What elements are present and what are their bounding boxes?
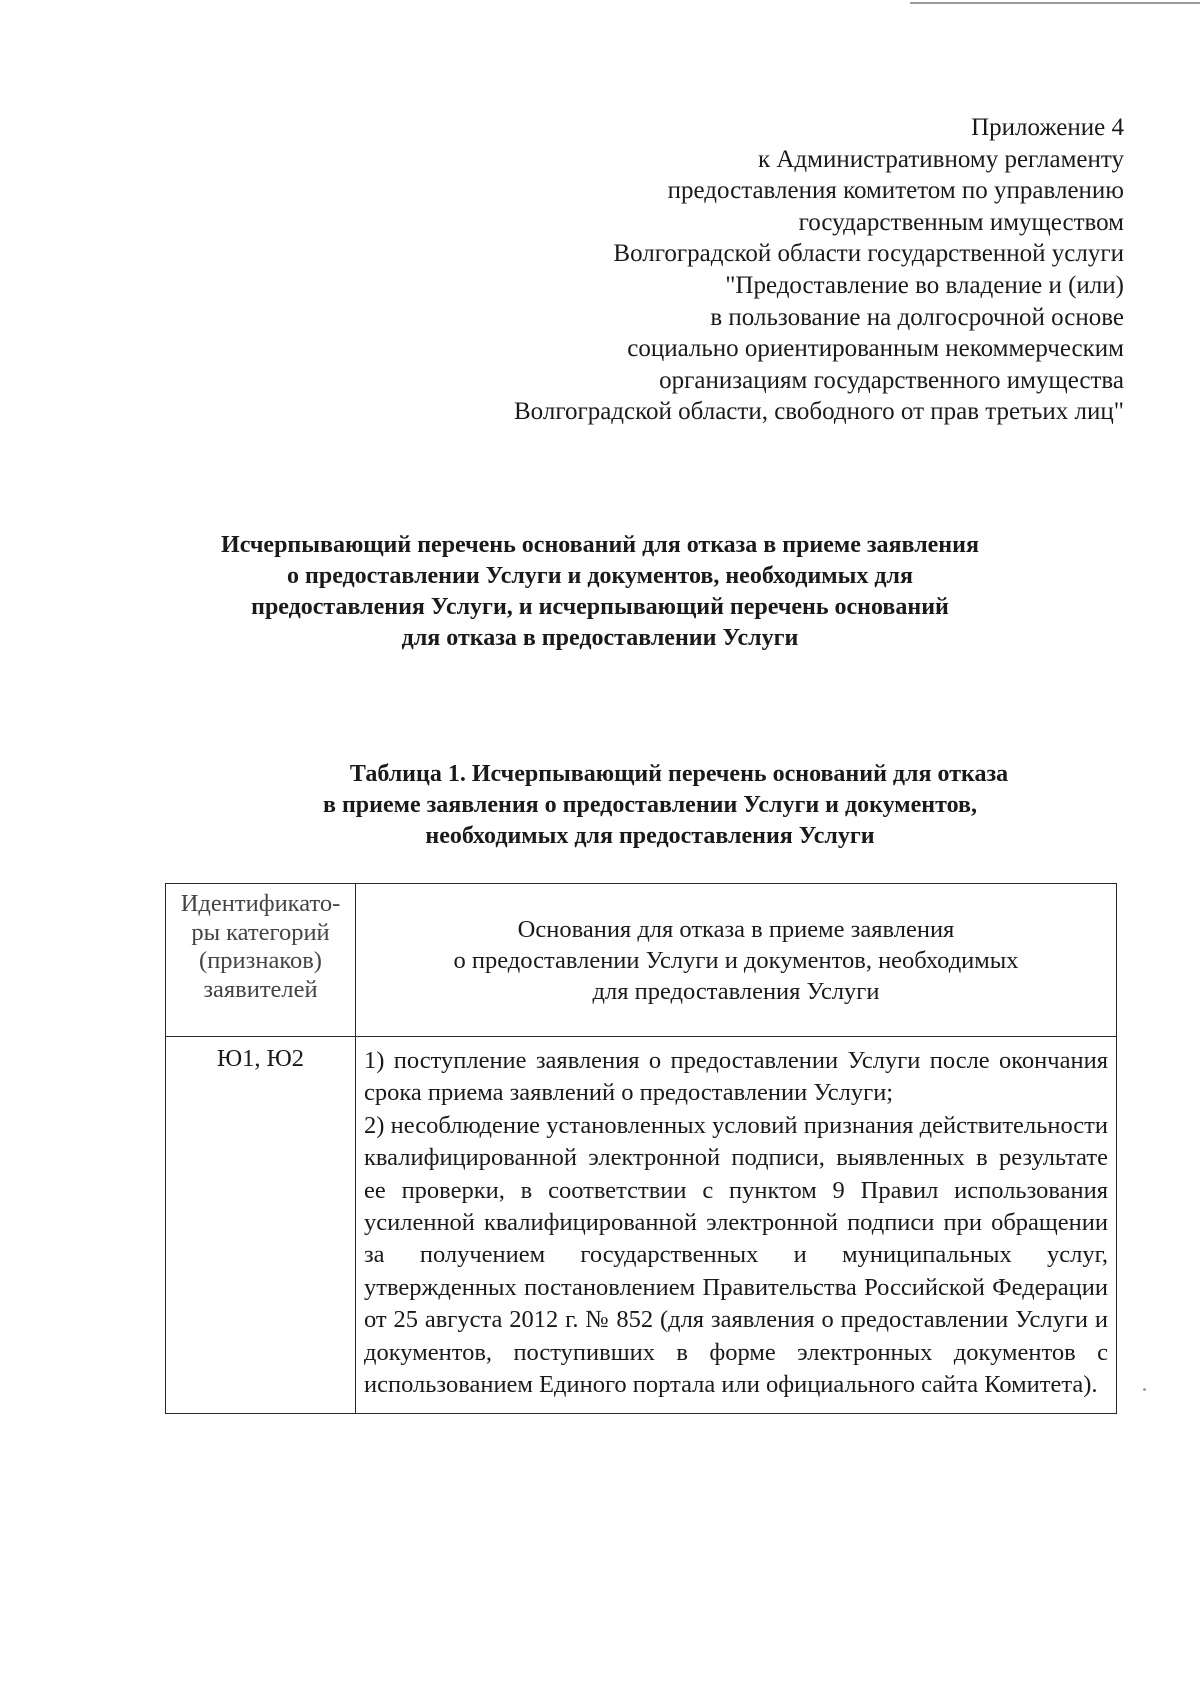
appendix-line: государственным имуществом bbox=[798, 208, 1124, 236]
table-caption-line: в приеме заявления о предоставлении Услуги и документов, bbox=[323, 792, 977, 818]
ground-item: 1) поступление заявления о предоставлении Услуги после окончания срока приема заявлений о предоставлении Услуги; bbox=[364, 1047, 1108, 1107]
table-caption-line: необходимых для предоставления Услуги bbox=[425, 823, 875, 849]
appendix-line: в пользование на долгосрочной основе bbox=[710, 303, 1124, 331]
cell-grounds bbox=[356, 1037, 1117, 1414]
appendix-header bbox=[364, 112, 1124, 428]
table-header-row bbox=[166, 884, 1117, 1037]
ground-item: 2) несоблюдение установленных условий признания действительности квалифицированной электронной подписи, выявленных в результате ее проверки, в соответствии с пунктом 9 Правил использования усиленной квалифицированной электронной подписи при обращении за получением государственных и муниципальных услуг, утвержденных постановлением Правительства Российской Федерации от 25 августа 2012 г. № 852 (для заявления о предоставлении Услуги и документов, поступивших в форме электронных документов с использованием Единого портала или официального сайта Комитета). bbox=[364, 1111, 1108, 1399]
header-text-line: заявителей bbox=[203, 975, 318, 1003]
header-text-line: Идентификато- bbox=[180, 890, 341, 917]
appendix-line: Волгоградской области государственной услуги bbox=[613, 240, 1124, 268]
document-title-line: Исчерпывающий перечень оснований для отказа в приеме заявления bbox=[221, 532, 979, 558]
header-text-line: ры категорий bbox=[191, 918, 330, 946]
document-title-line: предоставления Услуги, и исчерпывающий перечень оснований bbox=[251, 594, 949, 620]
appendix-line: к Административному регламенту bbox=[757, 145, 1124, 173]
refusal-grounds-table bbox=[165, 883, 1117, 1414]
scan-speck bbox=[1143, 1388, 1146, 1391]
appendix-line: социально ориентированным некоммерческим bbox=[627, 335, 1124, 363]
appendix-line: Волгоградской области, свободного от прав третьих лиц" bbox=[514, 398, 1124, 426]
appendix-line: "Предоставление во владение и (или) bbox=[725, 271, 1124, 299]
header-text-line: о предоставлении Услуги и документов, необходимых bbox=[453, 946, 1019, 974]
header-text-line: Основания для отказа в приеме заявления bbox=[517, 915, 955, 943]
appendix-line: Приложение 4 bbox=[971, 114, 1124, 141]
appendix-line: предоставления комитетом по управлению bbox=[667, 177, 1124, 205]
header-text-line: (признаков) bbox=[199, 947, 322, 974]
header-cell-grounds bbox=[356, 884, 1117, 1037]
document-title-line: о предоставлении Услуги и документов, необходимых для bbox=[287, 563, 913, 589]
header-cell-identifiers bbox=[166, 884, 356, 1037]
table-row bbox=[166, 1037, 1117, 1414]
table-caption bbox=[200, 759, 1100, 852]
header-text-line: для предоставления Услуги bbox=[592, 977, 880, 1005]
scan-edge-line bbox=[910, 2, 1200, 4]
cell-identifiers: Ю1, Ю2 bbox=[166, 1037, 356, 1414]
table-caption-line: Таблица 1. Исчерпывающий перечень оснований для отказа bbox=[349, 761, 1009, 787]
document-title bbox=[150, 530, 1050, 654]
document-title-line: для отказа в предоставлении Услуги bbox=[401, 625, 799, 651]
appendix-line: организациям государственного имущества bbox=[659, 366, 1124, 394]
